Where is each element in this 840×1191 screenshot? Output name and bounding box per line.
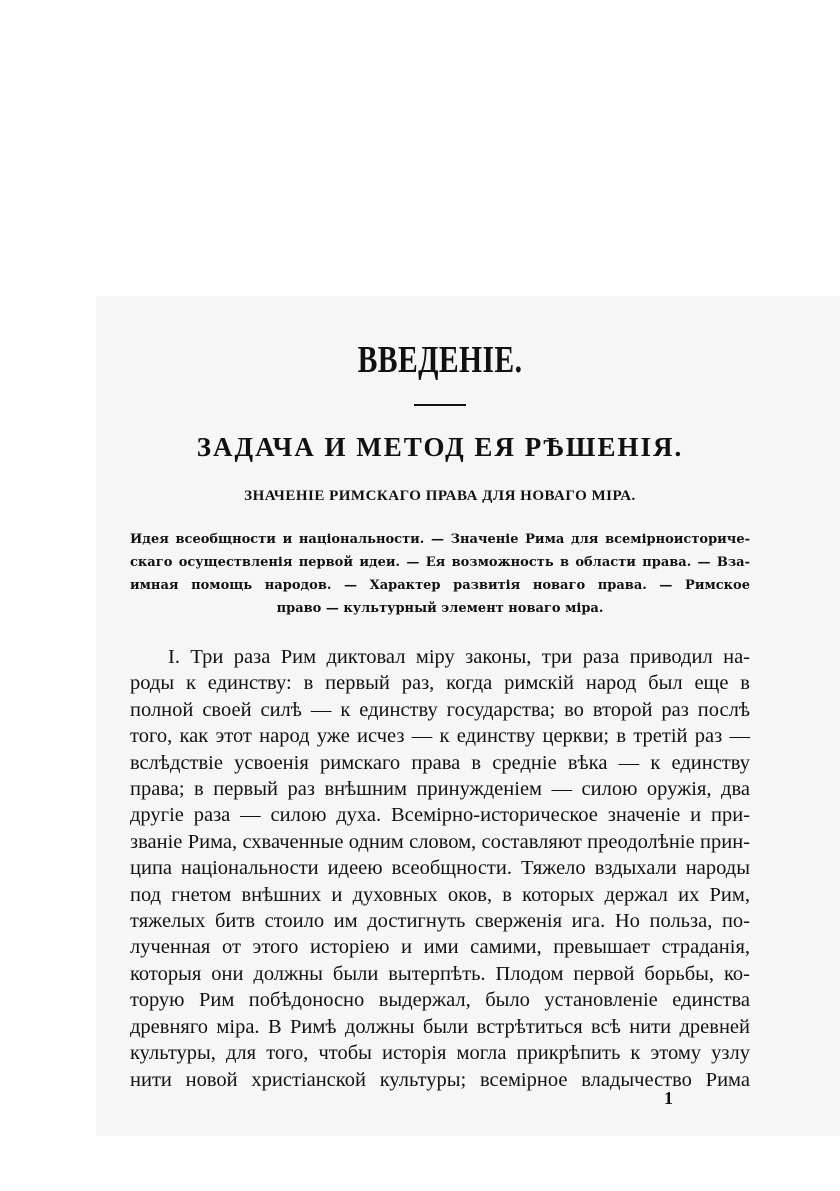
- body-line: нити новой христіанской культуры; всемірное владычество Рима: [130, 1068, 750, 1091]
- body-line: торую Рим побѣдоносно выдержал, было установленіе единства: [130, 989, 750, 1012]
- body-line: того, как этот народ уже исчез — к единству церкви; в третій раз —: [130, 725, 750, 748]
- title-rule: [414, 404, 466, 406]
- body-line: вслѣдствіе усвоенія римскаго права в средніе вѣка — к единству: [130, 751, 750, 774]
- summary-line: право — культурный элемент новаго міра.: [276, 601, 604, 616]
- body-line: полной своей силѣ — к единству государства; во второй раз послѣ: [130, 698, 750, 721]
- body-paragraph: [130, 644, 750, 1093]
- body-line: культуры, для того, чтобы исторія могла прикрѣпить к этому узлу: [130, 1042, 750, 1065]
- body-line: званіе Рима, схваченные одним словом, составляют преодолѣніе прин-: [130, 830, 750, 853]
- summary-line: скаго осуществленія первой идеи. — Ея возможность в области права. — Вза-: [130, 555, 750, 570]
- section-heading: ЗНАЧЕНІЕ РИМСКАГО ПРАВА ДЛЯ НОВАГО МІРА.: [244, 488, 636, 504]
- body-line: права; в первый раз внѣшним принужденіем — силою оружія, два: [130, 778, 750, 801]
- body-line: ципа національности идеею всеобщности. Тяжело вздыхали народы: [130, 857, 750, 880]
- summary-line: Идея всеобщности и національности. — Значеніе Рима для всемірноисториче-: [130, 532, 750, 547]
- body-line: I. Три раза Рим диктовал міру законы, три раза приводил на-: [168, 646, 750, 668]
- body-line: древняго міра. В Римѣ должны были встрѣтиться всѣ нити древней: [130, 1015, 750, 1038]
- main-title: ВВЕДЕНІЕ.: [357, 339, 523, 381]
- chapter-title: ЗАДАЧА И МЕТОД ЕЯ РѢШЕНІЯ.: [196, 432, 684, 462]
- body-line: другіе раза — силою духа. Всемірно-историческое значеніе и при-: [130, 804, 750, 827]
- chapter-summary: [130, 528, 750, 620]
- body-line: тяжелых битв стоило им достигнуть сверженія ига. Но польза, по-: [130, 910, 750, 933]
- body-line: лученная от этого исторіею и ими самими, превышает страданія,: [130, 936, 750, 959]
- body-line: под гнетом внѣшних и духовных оков, в которых держал их Рим,: [130, 883, 750, 906]
- body-line: которыя они должны были вытерпѣть. Плодом первой борьбы, ко-: [130, 962, 750, 985]
- page-content: [130, 336, 750, 1093]
- body-line: роды к единству: в первый раз, когда римскій народ был еще в: [130, 672, 750, 695]
- summary-line: имная помощь народов. — Характер развитія новаго права. — Римское: [130, 578, 750, 593]
- page-number: 1: [664, 1088, 673, 1108]
